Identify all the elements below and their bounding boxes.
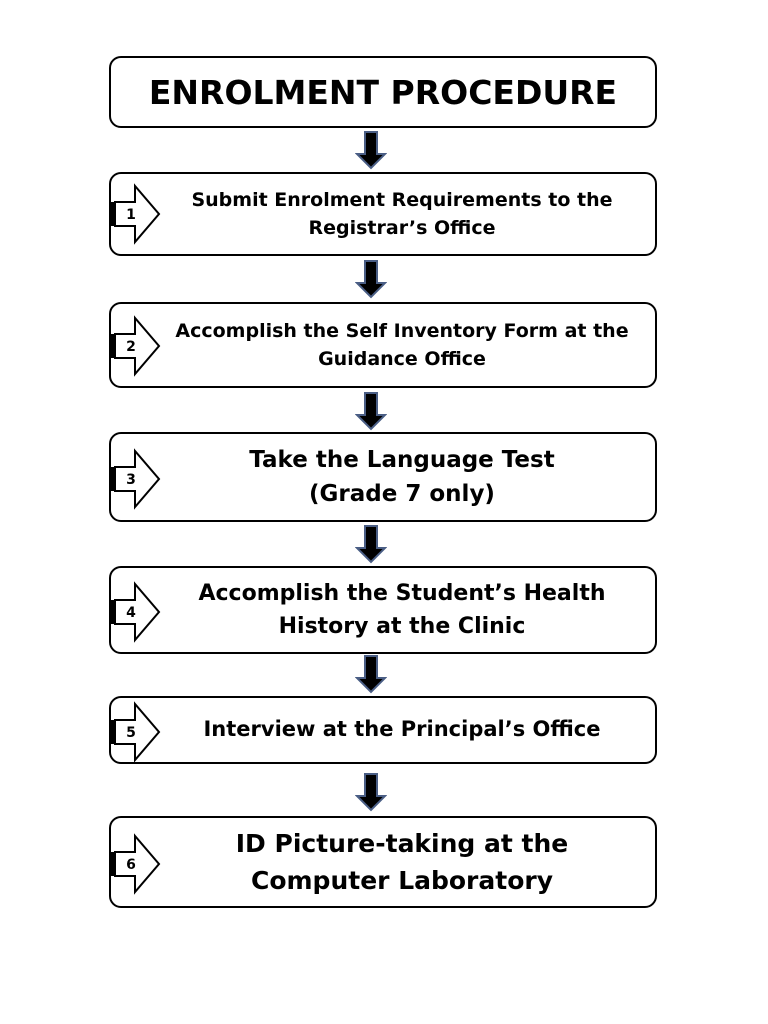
step-number: 2 bbox=[126, 339, 136, 355]
step-label bbox=[159, 818, 645, 906]
step-label bbox=[159, 434, 645, 520]
down-arrow-connector-5 bbox=[355, 654, 387, 694]
down-arrow-connector-4 bbox=[355, 524, 387, 564]
step-arrow-icon bbox=[109, 314, 161, 378]
step-label bbox=[159, 568, 645, 652]
step-arrow-icon bbox=[109, 832, 161, 896]
step-number: 1 bbox=[126, 207, 136, 223]
step-label-line: Interview at the Principal’s Office bbox=[203, 717, 601, 742]
step-label-line: Accomplish the Self Inventory Form at the bbox=[175, 319, 629, 342]
step-arrow-icon bbox=[109, 447, 161, 511]
down-arrow-connector-1 bbox=[355, 130, 387, 170]
step-label-line: Guidance Office bbox=[318, 348, 486, 370]
step-number: 3 bbox=[126, 472, 136, 488]
down-arrow-connector-6 bbox=[355, 772, 387, 812]
step-arrow-icon bbox=[109, 700, 161, 764]
down-arrow-connector-3 bbox=[355, 391, 387, 431]
step-label bbox=[159, 304, 645, 386]
step-label bbox=[159, 698, 645, 762]
page-title: ENROLMENT PROCEDURE bbox=[148, 72, 618, 112]
title-box bbox=[109, 56, 657, 128]
step-box-1 bbox=[109, 172, 657, 256]
step-box-2 bbox=[109, 302, 657, 388]
step-label-line: (Grade 7 only) bbox=[309, 481, 495, 507]
step-label-line: Computer Laboratory bbox=[250, 866, 554, 895]
step-label bbox=[159, 174, 645, 254]
step-number: 5 bbox=[126, 725, 136, 741]
step-arrow-icon bbox=[109, 182, 161, 246]
down-arrow-connector-2 bbox=[355, 259, 387, 299]
step-label-line: Registrar’s Office bbox=[308, 217, 496, 239]
step-label-line: History at the Clinic bbox=[278, 614, 526, 639]
step-label-line: Accomplish the Student’s Health bbox=[198, 581, 606, 606]
step-label-line: ID Picture-taking at the bbox=[235, 828, 569, 858]
step-arrow-icon bbox=[109, 580, 161, 644]
step-number: 4 bbox=[126, 605, 136, 621]
step-box-3 bbox=[109, 432, 657, 522]
step-label-line: Take the Language Test bbox=[249, 446, 555, 473]
step-box-5 bbox=[109, 696, 657, 764]
step-label-line: Submit Enrolment Requirements to the bbox=[191, 188, 613, 211]
step-number: 6 bbox=[126, 857, 136, 873]
step-box-6 bbox=[109, 816, 657, 908]
step-box-4 bbox=[109, 566, 657, 654]
